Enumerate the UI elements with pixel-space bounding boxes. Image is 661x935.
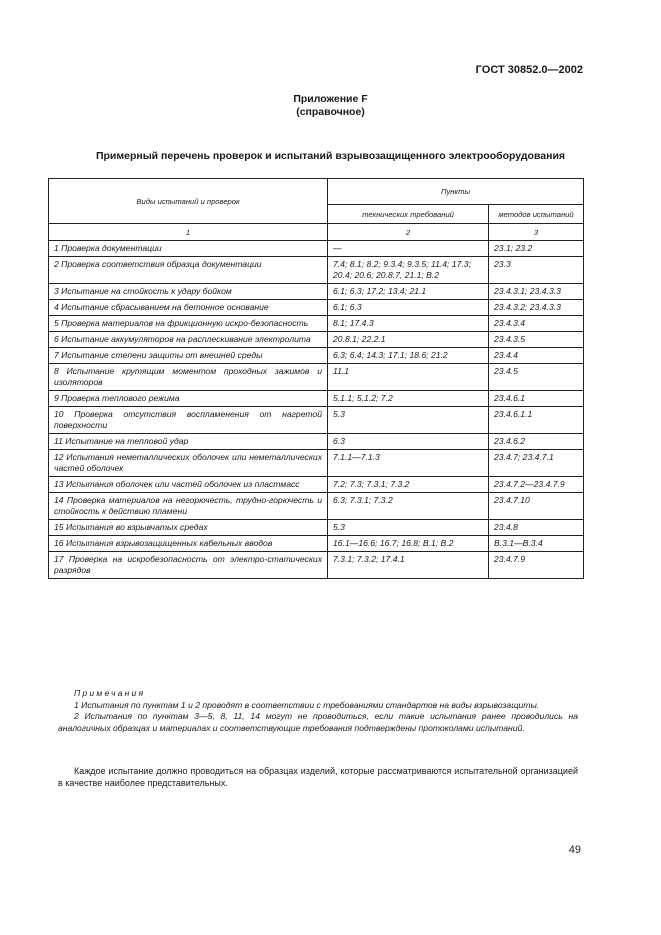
tests-table bbox=[48, 178, 584, 579]
test-name-cell: 4 Испытание сбрасыванием на бетонное основание bbox=[49, 300, 328, 316]
header-clauses: Пункты bbox=[328, 179, 584, 205]
table-row bbox=[49, 434, 584, 450]
test-name-cell: 17 Проверка на искробезопасность от электро-статических разрядов bbox=[49, 552, 328, 579]
methods-cell: 23.4.7; 23.4.7.1 bbox=[489, 450, 584, 477]
requirements-cell: 6.1; 6.3; 17.2; 13.4; 21.1 bbox=[328, 284, 489, 300]
methods-cell: 23.4.7.10 bbox=[489, 493, 584, 520]
note-item: 2 Испытания по пунктам 3—5, 8, 11, 14 могут не проводиться, если такие испытания ранее проводились на аналогичных образцах и материалах и соответствующие требования подтверждены протоколами испытаний. bbox=[58, 711, 578, 733]
annex-subtitle: (справочное) bbox=[296, 106, 365, 118]
methods-cell: В.3.1—В.3.4 bbox=[489, 536, 584, 552]
column-number-row bbox=[49, 224, 584, 241]
page-number: 49 bbox=[568, 844, 581, 856]
methods-cell: 23.4.6.2 bbox=[489, 434, 584, 450]
test-name-cell: 12 Испытания неметаллических оболочек или неметаллических частей оболочек bbox=[49, 450, 328, 477]
table-row bbox=[49, 284, 584, 300]
closing-paragraph: Каждое испытание должно проводиться на образцах изделий, которые рассматриваются испытательной организацией в качестве наиболее представительных. bbox=[58, 766, 578, 788]
requirements-cell: 5.1.1; 5.1.2; 7.2 bbox=[328, 391, 489, 407]
requirements-cell: 7.3.1; 7.3.2; 17.4.1 bbox=[328, 552, 489, 579]
test-name-cell: 11 Испытание на тепловой удар bbox=[49, 434, 328, 450]
methods-cell: 23.4.5 bbox=[489, 364, 584, 391]
notes-title: Примечания bbox=[74, 688, 146, 698]
table-row bbox=[49, 332, 584, 348]
table-row bbox=[49, 241, 584, 257]
test-name-cell: 15 Испытания во взрывчатых средах bbox=[49, 520, 328, 536]
methods-cell: 23.4.3.4 bbox=[489, 316, 584, 332]
table-row bbox=[49, 364, 584, 391]
table-row bbox=[49, 407, 584, 434]
methods-cell: 23.4.3.1; 23.4.3.3 bbox=[489, 284, 584, 300]
methods-cell: 23.4.6.1.1 bbox=[489, 407, 584, 434]
methods-cell: 23.4.7.2—23.4.7.9 bbox=[489, 477, 584, 493]
requirements-cell: 6.3; 6.4; 14.3; 17.1; 18.6; 21.2 bbox=[328, 348, 489, 364]
header-methods: методов испытаний bbox=[489, 205, 584, 224]
annex-heading bbox=[0, 93, 661, 119]
requirements-cell: 7.4; 8.1; 8.2; 9.3.4; 9.3.5; 11.4; 17.3; 20.4; 20.6; 20.8.7, 21.1; В.2 bbox=[328, 257, 489, 284]
table-row bbox=[49, 257, 584, 284]
column-number: 1 bbox=[49, 224, 328, 241]
test-name-cell: 13 Испытания оболочек или частей оболочек из пластмасс bbox=[49, 477, 328, 493]
test-name-cell: 5 Проверка материалов на фрикционную искро-безопасность bbox=[49, 316, 328, 332]
requirements-cell: 7.1.1—7.1.3 bbox=[328, 450, 489, 477]
table-row bbox=[49, 316, 584, 332]
column-number: 3 bbox=[489, 224, 584, 241]
methods-cell: 23.3 bbox=[489, 257, 584, 284]
test-name-cell: 1 Проверка документации bbox=[49, 241, 328, 257]
methods-cell: 23.4.3.2; 23.4.3.3 bbox=[489, 300, 584, 316]
test-name-cell: 9 Проверка теплового режима bbox=[49, 391, 328, 407]
header-kinds: Виды испытаний и проверок bbox=[49, 179, 328, 224]
requirements-cell: 5.3 bbox=[328, 520, 489, 536]
table-row bbox=[49, 450, 584, 477]
methods-cell: 23.4.3.5 bbox=[489, 332, 584, 348]
requirements-cell: 6.3; 7.3.1; 7.3.2 bbox=[328, 493, 489, 520]
test-name-cell: 2 Проверка соответствия образца документации bbox=[49, 257, 328, 284]
methods-cell: 23.4.8 bbox=[489, 520, 584, 536]
annex-title: Приложение F bbox=[293, 93, 368, 105]
test-name-cell: 7 Испытание степени защиты от внешней среды bbox=[49, 348, 328, 364]
table-row bbox=[49, 552, 584, 579]
test-name-cell: 6 Испытание аккумуляторов на расплескивание электролита bbox=[49, 332, 328, 348]
table-row bbox=[49, 348, 584, 364]
requirements-cell: — bbox=[328, 241, 489, 257]
table-row bbox=[49, 536, 584, 552]
requirements-cell: 11.1 bbox=[328, 364, 489, 391]
table-row bbox=[49, 300, 584, 316]
requirements-cell: 6.1; 6.3 bbox=[328, 300, 489, 316]
column-number: 2 bbox=[328, 224, 489, 241]
table-header-row bbox=[49, 179, 584, 205]
notes bbox=[58, 688, 578, 734]
header-requirements: технических требований bbox=[328, 205, 489, 224]
requirements-cell: 7.2; 7.3; 7.3.1; 7.3.2 bbox=[328, 477, 489, 493]
test-name-cell: 16 Испытания взрывозащищенных кабельных вводов bbox=[49, 536, 328, 552]
methods-cell: 23.4.4 bbox=[489, 348, 584, 364]
test-name-cell: 14 Проверка материалов на негорючесть, трудно-горючесть и стойкость к действию пламени bbox=[49, 493, 328, 520]
requirements-cell: 5.3 bbox=[328, 407, 489, 434]
requirements-cell: 8.1; 17.4.3 bbox=[328, 316, 489, 332]
methods-cell: 23.1; 23.2 bbox=[489, 241, 584, 257]
table-row bbox=[49, 493, 584, 520]
table-row bbox=[49, 520, 584, 536]
requirements-cell: 6.3 bbox=[328, 434, 489, 450]
requirements-cell: 16.1—16.6; 16.7; 16.8; В.1; В.2 bbox=[328, 536, 489, 552]
document-title: Примерный перечень проверок и испытаний взрывозащищенного электрооборудования bbox=[95, 150, 566, 162]
methods-cell: 23.4.7.9 bbox=[489, 552, 584, 579]
table-row bbox=[49, 391, 584, 407]
test-name-cell: 3 Испытание на стойкость к удару бойком bbox=[49, 284, 328, 300]
requirements-cell: 20.8.1; 22.2.1 bbox=[328, 332, 489, 348]
standard-code: ГОСТ 30852.0—2002 bbox=[475, 64, 583, 76]
test-name-cell: 10 Проверка отсутствия воспламенения от нагретой поверхности bbox=[49, 407, 328, 434]
methods-cell: 23.4.6.1 bbox=[489, 391, 584, 407]
table-row bbox=[49, 477, 584, 493]
test-name-cell: 8 Испытание крутящим моментом проходных зажимов и изоляторов bbox=[49, 364, 328, 391]
note-item: 1 Испытания по пунктам 1 и 2 проводят в соответствии с требованиями стандартов на виды взрывозащиты. bbox=[74, 700, 540, 711]
